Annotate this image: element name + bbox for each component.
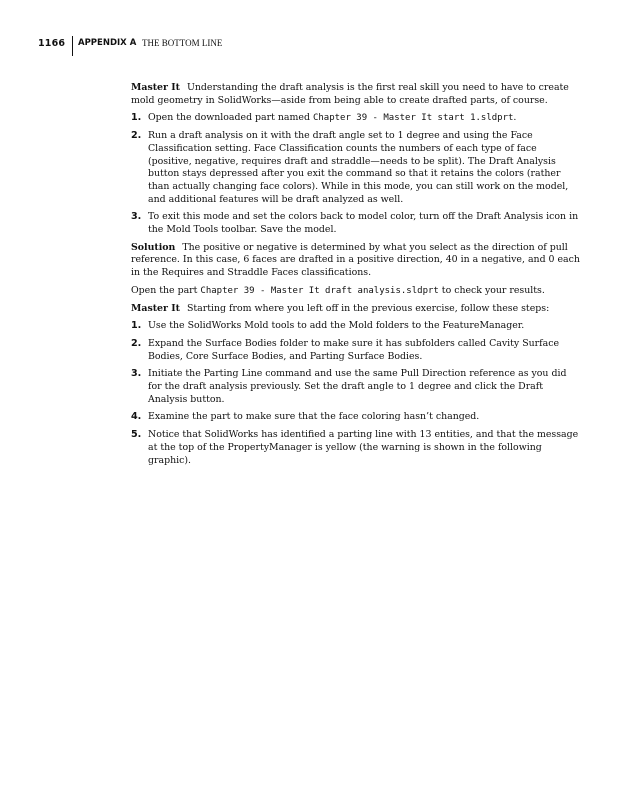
master-it-2-text: Starting from where you left off in the previous exercise, follow these steps: <box>186 302 550 314</box>
open-part-text: Open the part <box>131 284 201 296</box>
step-text: Expand the Surface Bodies folder to make sure it has subfolders called Cavity Surface Bodies, Core Surface Bodies, and Parting Surface Bodies. <box>148 337 560 362</box>
step-number: 2. <box>131 337 142 349</box>
step-text: Examine the part to make sure that the face coloring hasn’t changed. <box>148 411 480 423</box>
step-text: Notice that SolidWorks has identified a parting line with 13 entities, and that the message at the top of the PropertyManager is yellow (the warning is shown in the following graphic). <box>148 429 579 466</box>
step-text: To exit this mode and set the colors back to model color, turn off the Draft Analysis icon in the Mold Tools toolbar. Save the model. <box>148 211 579 236</box>
master-it-2-step-2 <box>131 338 583 363</box>
solution-label: Solution <box>131 241 176 253</box>
master-it-2-intro <box>131 303 583 316</box>
step-number: 3. <box>131 211 142 223</box>
open-part-text-after: to check your results. <box>438 284 545 296</box>
master-it-2-step-5 <box>131 429 583 467</box>
header-divider <box>72 36 73 56</box>
appendix-label: APPENDIX A <box>78 38 137 48</box>
running-header <box>38 36 598 56</box>
step-text: Initiate the Parting Line command and use the same Pull Direction reference as you did for the draft analysis previously. Set the draft angle to 1 degree and click the Draft Analysis button. <box>148 368 567 405</box>
step-text-after: . <box>513 112 517 124</box>
step-number: 3. <box>131 368 142 380</box>
master-it-1-intro <box>131 82 583 107</box>
solution-paragraph <box>131 242 583 280</box>
step-number: 2. <box>131 130 142 142</box>
step-number: 1. <box>131 112 142 124</box>
master-it-2-label: Master It <box>131 302 180 314</box>
page-number: 1166 <box>38 38 66 49</box>
step-number: 4. <box>131 411 142 423</box>
master-it-1-text: Understanding the draft analysis is the first real skill you need to have to create mold geometry in SolidWorks—aside from being able to create drafted parts, of course. <box>131 82 569 106</box>
master-it-1-step-2 <box>131 130 583 206</box>
master-it-1-label: Master It <box>131 82 180 93</box>
step-text: Run a draft analysis on it with the draft angle set to 1 degree and using the Face Classification setting. Face Classification counts the numbers of each type of face (positive, negative, requires draft and straddle—needs to be split). The Draft Analysis button stays depressed after you exit the command so that it retains the colors (rather than actually changing face colors). While in this mode, you can still work on the model, and additional features will be draft analyzed as well. <box>148 130 569 205</box>
master-it-1-step-3 <box>131 211 583 236</box>
master-it-2-step-4 <box>131 411 583 424</box>
solution-text: The positive or negative is determined by what you select as the direction of pull reference. In this case, 6 faces are drafted in a positive direction, 40 in a negative, and 0 each in the Requires and Straddle Faces classifications. <box>131 241 580 279</box>
filename-code: Chapter 39 - Master It start 1.sldprt <box>312 113 514 124</box>
step-text: Open the downloaded part named <box>148 112 313 124</box>
step-number: 5. <box>131 429 142 441</box>
solution-open-part <box>131 285 583 298</box>
page-body <box>131 82 583 472</box>
filename-code: Chapter 39 - Master It draft analysis.sldprt <box>200 285 439 296</box>
step-number: 1. <box>131 320 142 332</box>
chapter-title: THE BOTTOM LINE <box>142 38 223 48</box>
step-text: Use the SolidWorks Mold tools to add the Mold folders to the FeatureManager. <box>148 320 525 332</box>
master-it-1-step-1 <box>131 112 583 125</box>
master-it-2-step-1 <box>131 320 583 333</box>
master-it-2-step-3 <box>131 368 583 406</box>
